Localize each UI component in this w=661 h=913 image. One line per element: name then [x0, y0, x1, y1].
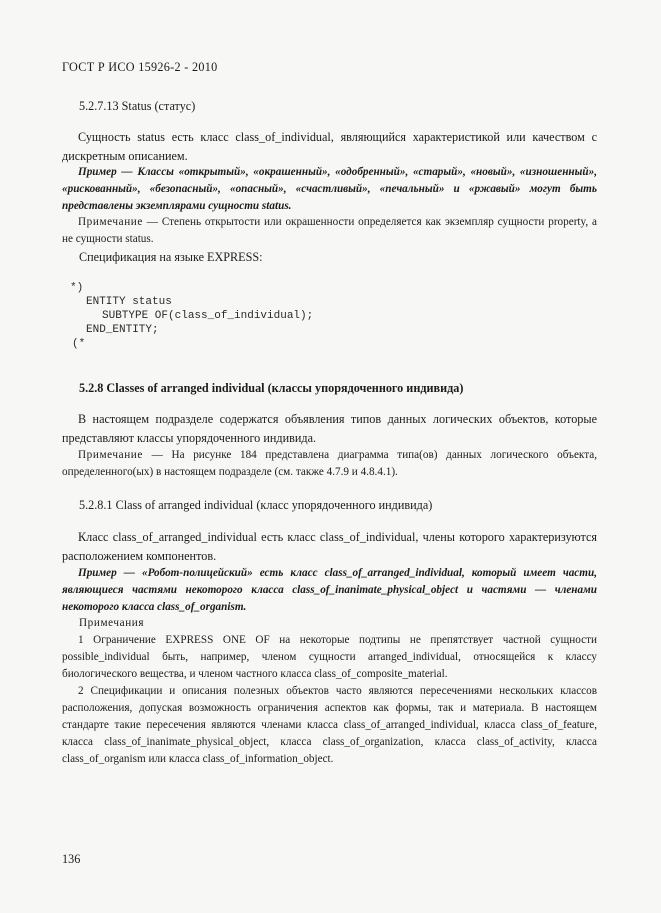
- class-example: Пример — «Робот-полицейский» есть класс class_of_arranged_individual, который имеет части, являющиеся частями некоторого класса class_of_inanimate_physical_object и частями — членами некоторого класса class_of_organism.: [62, 567, 597, 613]
- arranged-paragraph: В настоящем подразделе содержатся объявления типов данных логических объектов, которые представляют классы упорядоченного индивида.: [62, 412, 597, 445]
- section-title-class: 5.2.8.1 Class of arranged individual (класс упорядоченного индивида): [79, 498, 433, 512]
- status-note: [62, 214, 597, 248]
- arranged-note: [62, 447, 597, 481]
- code-line: END_ENTITY;: [86, 324, 159, 336]
- section-title-status: 5.2.7.13 Status (статус): [79, 99, 196, 113]
- class-note-1: 1 Ограничение EXPRESS ONE OF на некоторые подтипы не препятствует частной сущности possible_individual быть, например, членом сущности arranged_individual, относящейся к классу биологического вещества, и членом частного класса class_of_composite_material.: [62, 634, 597, 680]
- page-header: ГОСТ Р ИСО 15926-2 - 2010: [62, 60, 218, 74]
- code-line: ENTITY status: [86, 296, 172, 308]
- class-paragraph: Класс class_of_arranged_individual есть класс class_of_individual, члены которого характеризуются расположением компонентов.: [62, 530, 597, 563]
- express-spec-label: Спецификация на языке EXPRESS:: [79, 250, 263, 264]
- code-line: (*: [72, 338, 86, 350]
- status-example: Пример — Классы «открытый», «окрашенный», «одобренный», «старый», «новый», «изношенный», «рискованный», «безопасный», «опасный», «счастливый», «печальный» и «ржавый» могут быть представлены экземплярами сущности status.: [62, 166, 597, 212]
- class-note-2: 2 Спецификации и описания полезных объектов часто являются пересечениями нескольких классов расположения, допуская возможность ограничения аспектов как формы, так и материала. В настоящем стандарте такие пересечения являются членами класса class_of_arranged_individual, класса class_of_feature, класса class_of_inanimate_physical_object, класса class_of_organization, класса class_of_activity, класса class_of_organism или класса class_of_information_object.: [62, 685, 597, 765]
- section-title-arranged: 5.2.8 Classes of arranged individual (классы упорядоченного индивида): [79, 381, 464, 395]
- notes-label: Примечания: [79, 617, 145, 629]
- note-label: Примечание: [78, 216, 143, 228]
- status-paragraph: Сущность status есть класс class_of_individual, являющийся характеристикой или качеством с дискретным описанием.: [62, 130, 597, 163]
- code-line: SUBTYPE OF(class_of_individual);: [102, 310, 314, 322]
- page-number: 136: [62, 852, 81, 866]
- note-text: — На рисунке 184 представлена диаграмма типа(ов) данных логического объекта, определенного(ых) в настоящем подразделе (см. также 4.7.9 и 4.8.4.1).: [62, 449, 597, 478]
- note-label: Примечание: [78, 449, 143, 461]
- code-line: *): [70, 282, 84, 294]
- note-text: — Степень открытости или окрашенности определяется как экземпляр сущности property, а не сущности status.: [62, 216, 597, 245]
